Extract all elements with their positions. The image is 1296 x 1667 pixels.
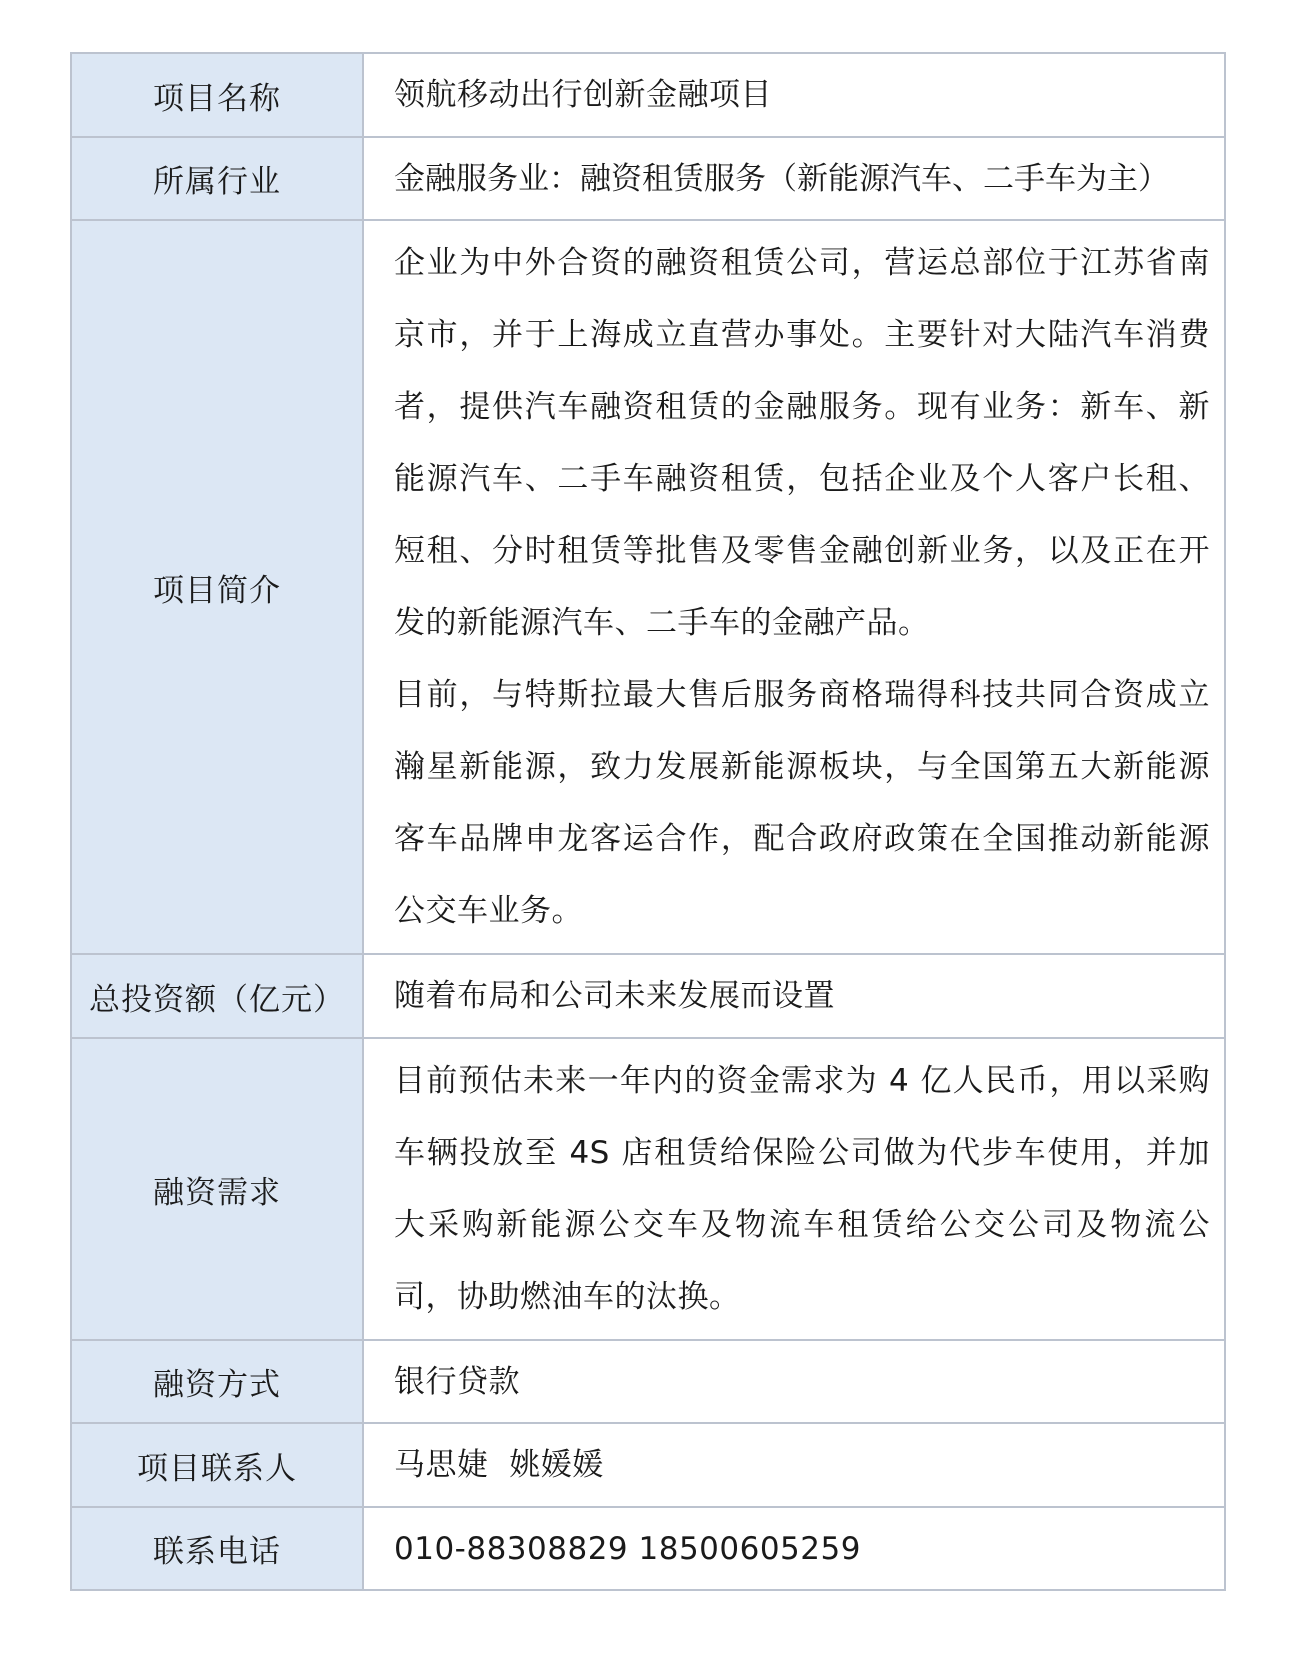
row-financing-method [71, 1340, 1225, 1423]
label-contact-person: 项目联系人 [71, 1423, 363, 1507]
label-financing-method: 融资方式 [71, 1340, 363, 1423]
row-contact-person [71, 1423, 1225, 1507]
row-project-summary [71, 220, 1225, 954]
value-financing-method: 银行贷款 [363, 1340, 1225, 1423]
label-industry: 所属行业 [71, 137, 363, 220]
value-financing-need [363, 1038, 1225, 1340]
row-total-investment [71, 954, 1225, 1038]
value-industry: 金融服务业：融资租赁服务（新能源汽车、二手车为主） [363, 137, 1225, 220]
row-contact-phone [71, 1507, 1225, 1590]
project-info-table [70, 52, 1226, 1591]
value-contact-person: 马思婕 姚媛媛 [363, 1423, 1225, 1507]
summary-paragraph-1: 企业为中外合资的融资租赁公司，营运总部位于江苏省南京市，并于上海成立直营办事处。主要针对大陆汽车消费者，提供汽车融资租赁的金融服务。现有业务：新车、新能源汽车、二手车融资租赁，包括企业及个人客户长租、短租、分时租赁等批售及零售金融创新业务，以及正在开发的新能源汽车、二手车的金融产品。 [394, 245, 1210, 641]
row-industry [71, 137, 1225, 220]
label-contact-phone: 联系电话 [71, 1507, 363, 1590]
summary-paragraph-2: 目前，与特斯拉最大售后服务商格瑞得科技共同合资成立瀚星新能源，致力发展新能源板块，与全国第五大新能源客车品牌申龙客运合作，配合政府政策在全国推动新能源公交车业务。 [394, 677, 1210, 929]
label-total-investment: 总投资额（亿元） [71, 954, 363, 1038]
value-project-name: 领航移动出行创新金融项目 [363, 53, 1225, 137]
row-project-name [71, 53, 1225, 137]
financing-need-paragraph: 目前预估未来一年内的资金需求为 4 亿人民币，用以采购车辆投放至 4S 店租赁给保险公司做为代步车使用，并加大采购新能源公交车及物流车租赁给公交公司及物流公司，协助燃油车的汰换。 [394, 1063, 1210, 1315]
value-contact-phone: 010-88308829 18500605259 [363, 1507, 1225, 1590]
label-project-summary: 项目简介 [71, 220, 363, 954]
row-financing-need [71, 1038, 1225, 1340]
value-total-investment: 随着布局和公司未来发展而设置 [363, 954, 1225, 1038]
label-financing-need: 融资需求 [71, 1038, 363, 1340]
value-project-summary [363, 220, 1225, 954]
label-project-name: 项目名称 [71, 53, 363, 137]
